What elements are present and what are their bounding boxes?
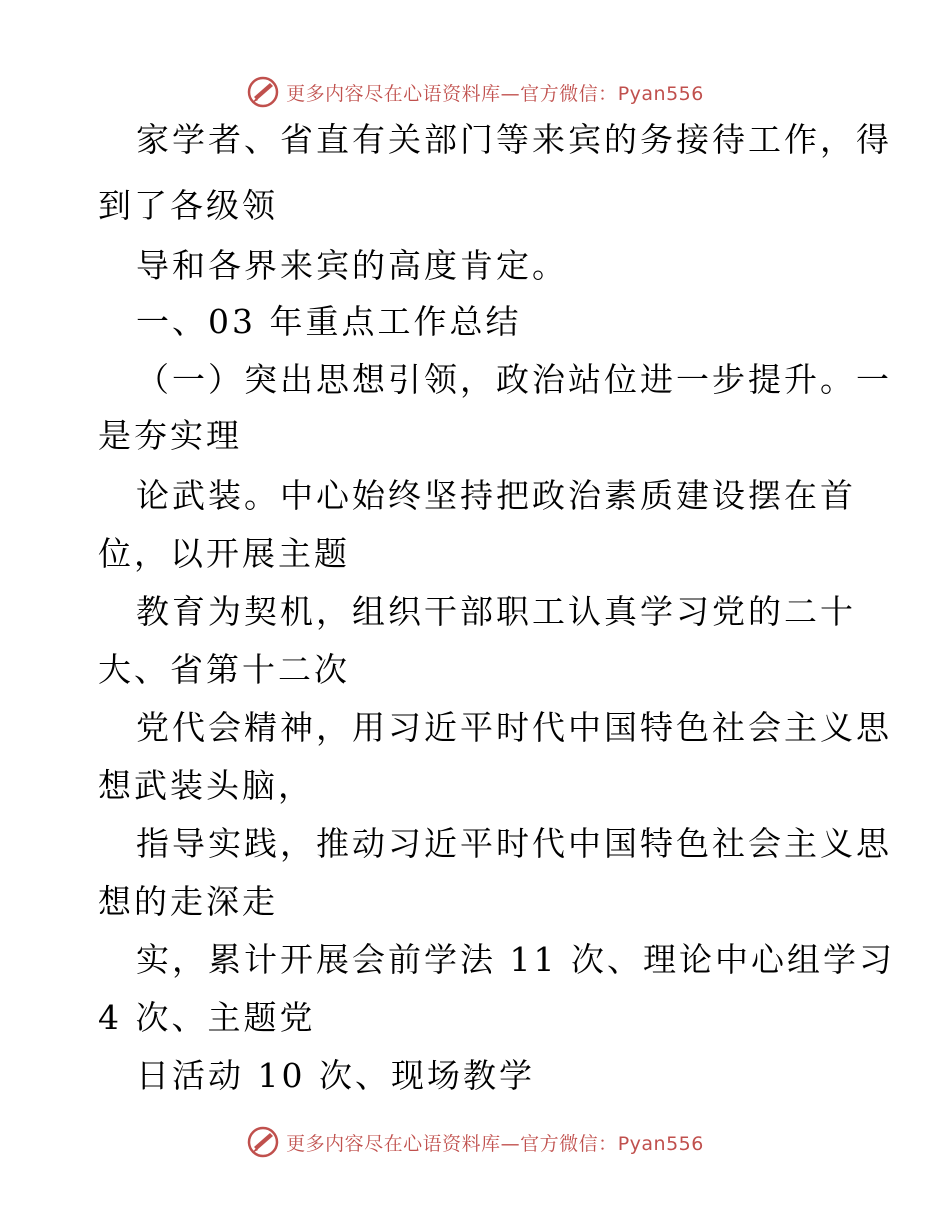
header-watermark (0, 72, 950, 112)
body-line: 4 次、主题党 (98, 998, 316, 1037)
watermark-label: 官方微信： (520, 1132, 618, 1155)
logo-icon (246, 1125, 280, 1159)
watermark-brand: 更多内容尽在心语资料库 (286, 1132, 501, 1155)
body-line: 党代会精神，用习近平时代中国特色社会主义思 (136, 708, 892, 747)
watermark-separator: — (500, 1132, 521, 1155)
body-line: 是夯实理 (98, 416, 242, 455)
body-line: 导和各界来宾的高度肯定。 (136, 246, 568, 285)
watermark-text (286, 79, 704, 106)
watermark-separator: — (500, 82, 521, 105)
body-line: 日活动 10 次、现场教学 (136, 1056, 535, 1095)
watermark-text (286, 1129, 704, 1156)
body-line: 论武装。中心始终坚持把政治素质建设摆在首 (136, 476, 856, 515)
body-line: 想武装头脑， (98, 766, 314, 805)
body-line: （一）突出思想引领，政治站位进一步提升。一 (136, 360, 892, 399)
logo-icon (246, 75, 280, 109)
watermark-brand: 更多内容尽在心语资料库 (286, 82, 501, 105)
watermark-account: Pyan556 (617, 82, 704, 105)
body-line: 教育为契机，组织干部职工认真学习党的二十 (136, 592, 856, 631)
body-line: 位，以开展主题 (98, 534, 350, 573)
watermark-account: Pyan556 (617, 1132, 704, 1155)
body-line: 实，累计开展会前学法 11 次、理论中心组学习 (136, 940, 895, 979)
body-line: 到了各级领 (98, 186, 278, 225)
footer-watermark (0, 1122, 950, 1162)
section-heading: 一、03 年重点工作总结 (136, 302, 522, 341)
body-line: 大、省第十二次 (98, 650, 350, 689)
body-line: 指导实践，推动习近平时代中国特色社会主义思 (136, 824, 892, 863)
body-line: 想的走深走 (98, 882, 278, 921)
body-line: 家学者、省直有关部门等来宾的务接待工作，得 (136, 120, 892, 159)
watermark-label: 官方微信： (520, 82, 618, 105)
